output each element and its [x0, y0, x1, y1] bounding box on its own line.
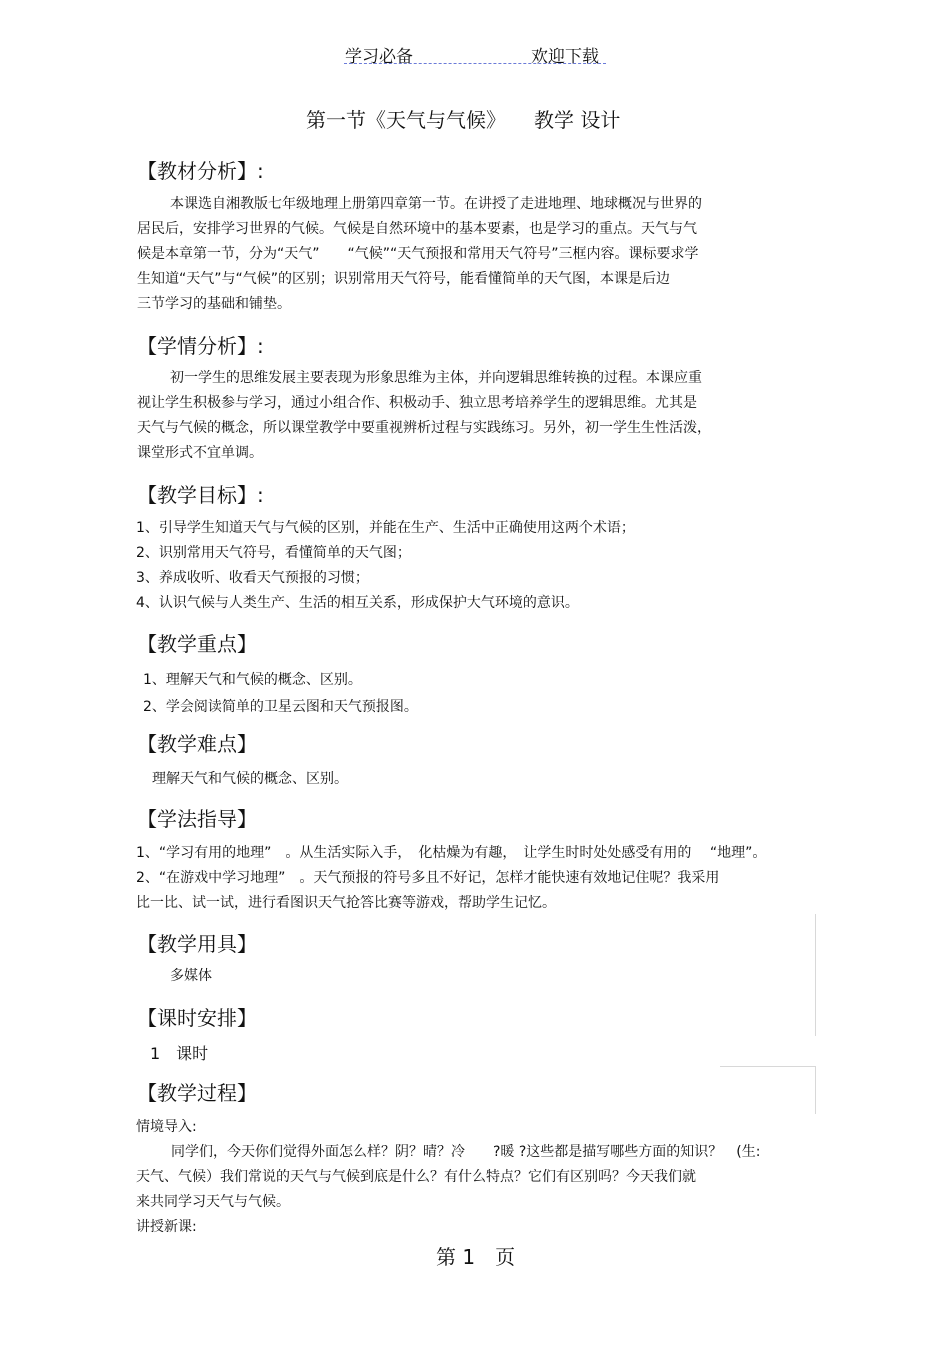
process-new-label: 讲授新课: [136, 1219, 197, 1235]
list-item: 1、引导学生知道天气与气候的区别，并能在生产、生活中正确使用这两个术语； [136, 520, 635, 536]
paragraph-line: 候是本章第一节，分为“天气” “气候”“天气预报和常用天气符号”三框内容。课标要求学 [137, 246, 699, 262]
section-process-heading: 【教学过程】 [137, 1081, 257, 1105]
materials-paragraph [137, 192, 702, 317]
title-suffix: 教学 设计 [534, 108, 621, 132]
paragraph-line: 来共同学习天气与气候。 [136, 1194, 290, 1210]
list-item: 4、认识气候与人类生产、生活的相互关系，形成保护大气环境的意识。 [136, 595, 579, 611]
page-number: 第 1 页 [436, 1245, 516, 1269]
list-item: 1、“学习有用的地理” 。从生活实际入手， 化枯燥为有趣， 让学生时时处处感受有用的 “地理”。 [136, 845, 767, 861]
paragraph-line: 居民后，安排学习世界的气候。气候是自然环境中的基本要素，也是学习的重点。天气与气 [137, 221, 697, 237]
list-item: 2、识别常用天气符号，看懂简单的天气图； [136, 545, 411, 561]
section-tools-heading: 【教学用具】 [137, 932, 257, 956]
paragraph-line: 生知道“天气”与“气候”的区别；识别常用天气符号，能看懂简单的天气图，本课是后边 [137, 271, 671, 287]
table-border [815, 1066, 816, 1114]
title-main: 第一节《天气与气候》 [306, 108, 506, 132]
header-right: 欢迎下载 [531, 47, 599, 67]
list-item: 1、理解天气和气候的概念、区别。 [143, 672, 362, 688]
section-method-heading: 【学法指导】 [137, 807, 257, 831]
paragraph-line: 视让学生积极参与学习，通过小组合作、积极动手、独立思考培养学生的逻辑思维。尤其是 [137, 395, 697, 411]
section-schedule-heading: 【课时安排】 [137, 1006, 257, 1030]
paragraph-line: 天气、气候）我们常说的天气与气候到底是什么？有什么特点？它们有区别吗？今天我们就 [136, 1169, 696, 1185]
process-intro-label: 情境导入: [136, 1119, 197, 1135]
tools-text: 多媒体 [170, 968, 212, 984]
list-item: 比一比、试一试，进行看图识天气抢答比赛等游戏，帮助学生记忆。 [136, 895, 556, 911]
paragraph-line: 三节学习的基础和铺垫。 [137, 296, 291, 312]
process-intro-paragraph [136, 1140, 761, 1215]
paragraph-line: 同学们，今天你们觉得外面怎么样？阴？晴？冷 ?暖 ?这些都是描写哪些方面的知识？ (生: [171, 1144, 761, 1160]
list-item: 2、学会阅读简单的卫星云图和天气预报图。 [143, 699, 418, 715]
section-goals-heading: 【教学目标】: [137, 483, 264, 507]
difficulty-text: 理解天气和气候的概念、区别。 [152, 771, 348, 787]
paragraph-line: 初一学生的思维发展主要表现为形象思维为主体，并向逻辑思维转换的过程。本课应重 [170, 370, 702, 386]
section-focus-heading: 【教学重点】 [137, 632, 257, 656]
table-border [815, 914, 816, 1036]
paragraph-line: 课堂形式不宜单调。 [137, 445, 263, 461]
list-item: 3、养成收听、收看天气预报的习惯； [136, 570, 369, 586]
schedule-text: 1 课时 [150, 1044, 209, 1063]
section-students-heading: 【学情分析】: [137, 334, 264, 358]
section-materials-heading: 【教材分析】: [137, 159, 264, 183]
table-border [720, 1066, 815, 1067]
section-difficulty-heading: 【教学难点】 [137, 732, 257, 756]
paragraph-line: 天气与气候的概念，所以课堂教学中要重视辨析过程与实践练习。另外，初一学生生性活泼， [137, 420, 711, 436]
focus-list [143, 667, 418, 721]
page-title [306, 104, 620, 133]
goals-list [136, 516, 635, 616]
header-dashed-rule [344, 63, 606, 64]
paragraph-line: 本课选自湘教版七年级地理上册第四章第一节。在讲授了走进地理、地球概况与世界的 [170, 196, 702, 212]
method-list [136, 841, 766, 916]
list-item: 2、“在游戏中学习地理” 。天气预报的符号多且不好记，怎样才能快速有效地记住呢？我采用 [136, 870, 720, 886]
header-left: 学习必备 [345, 47, 413, 67]
students-paragraph [137, 366, 711, 466]
